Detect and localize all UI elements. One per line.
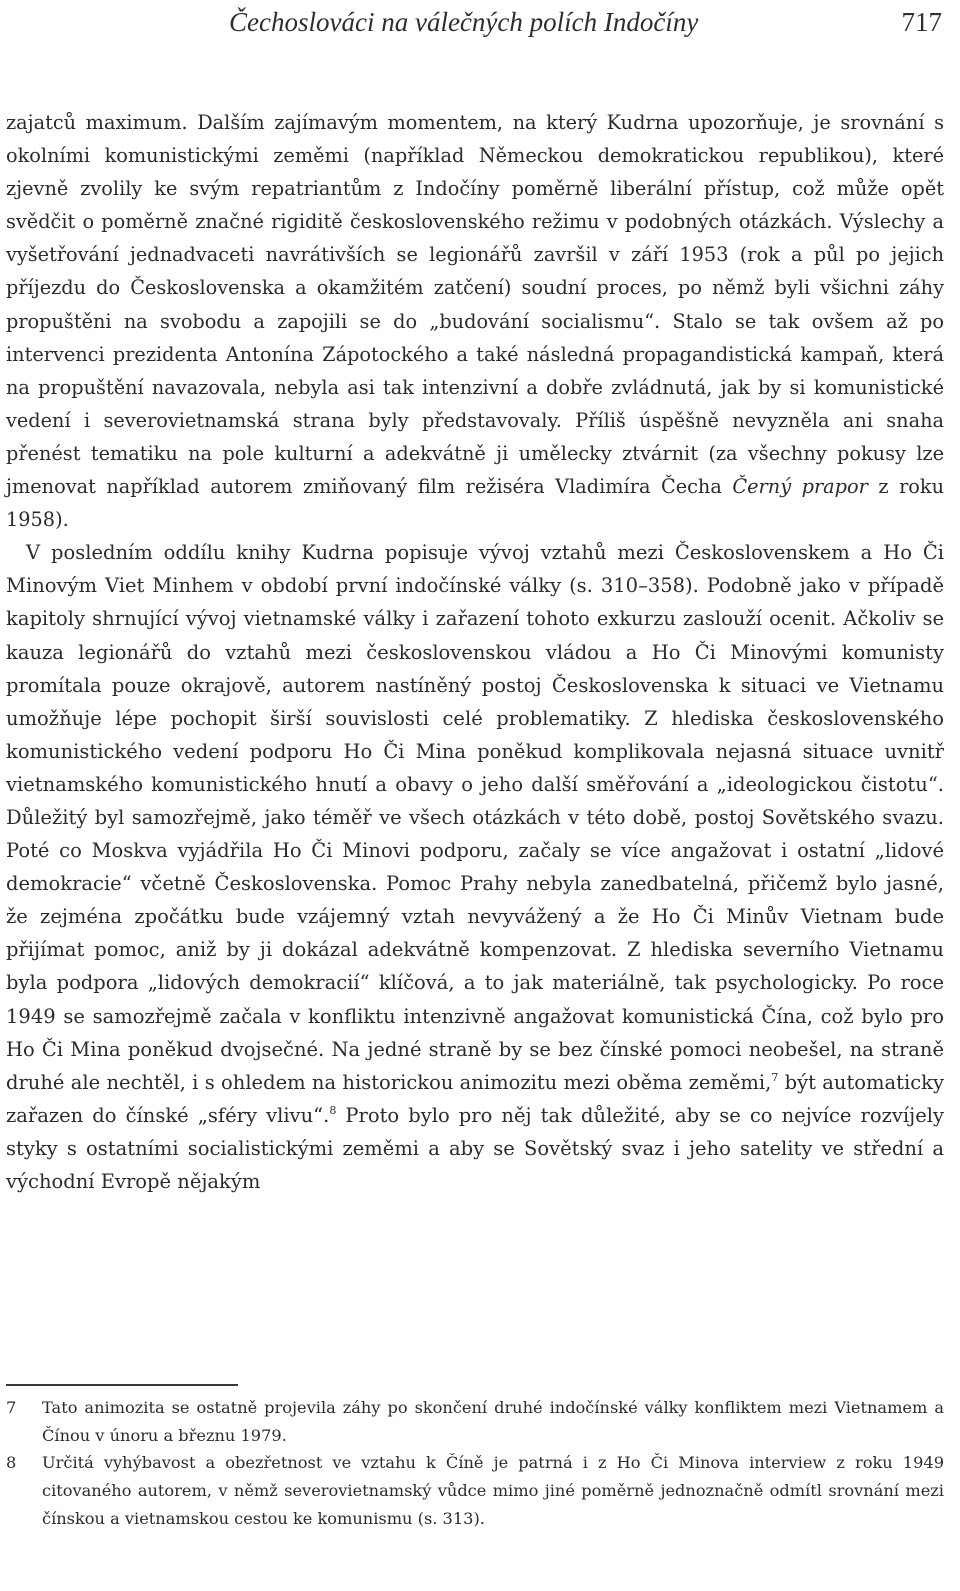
footnote-text: Určitá vyhýbavost a obezřetnost ve vztahu k Číně je patrná i z Ho Či Minova interview z roku 1949 citovaného autorem, v němž severovietnamský vůdce mimo jiné poměrně jednoznačně odmítl srovnání mezi čínskou a vietnamskou cestou ke komunismu (s. 313). <box>42 1453 944 1528</box>
paragraph-2-text-b: být automaticky zařazen do čínské „sféry vlivu“. <box>6 1070 944 1127</box>
footnote-ref-8[interactable]: 8 <box>329 1103 337 1117</box>
running-title: Čechoslováci na válečných polích Indočíny <box>229 7 699 37</box>
footnote-7 <box>6 1394 944 1449</box>
paragraph-1-text: zajatců maximum. Dalším zajímavým momentem, na který Kudrna upozorňuje, je srovnání s okolními komunistickými zeměmi (například Německou demokratickou republikou), které zjevně zvolily ke svým repatriantům z Indočíny poměrně liberální přístup, což může opět svědčit o poměrně značné rigiditě československého režimu v podobných otázkách. Výslechy a vyšetřování jednadvaceti navrátivších se legionářů završil v září 1953 (rok a půl po jejich příjezdu do Československa a okamžitém zatčení) soudní proces, po němž byli všichni záhy propuštěni na svobodu a zapojili se do „budování socialismu“. Stalo se tak ovšem až po intervenci prezidenta Antonína Zápotockého a také následná propagandistická kampaň, která na propuštění navazovala, nebyla asi tak intenzivní a dobře zvládnutá, jak by si komunistické vedení i severovietnamská strana byly představovaly. Příliš úspěšně nevyzněla ani snaha přenést tematiku na pole kulturní a adekvátně ji umělecky ztvárnit (za všechny pokusy lze jmenovat například autorem zmiňovaný film režiséra Vladimíra Čecha <box>6 111 944 499</box>
footnote-ref-7[interactable]: 7 <box>771 1070 779 1084</box>
footnote-8 <box>6 1449 944 1532</box>
paragraph-2-text-c: Proto bylo pro něj tak důležité, aby se co nejvíce rozvíjely styky s ostatními socialistickými zeměmi a aby se Sovětský svaz i jeho satelity ve střední a východní Evropě nějakým <box>6 1103 944 1193</box>
page-number: 717 <box>901 7 942 37</box>
film-title: Černý prapor <box>732 475 868 499</box>
main-text <box>6 106 944 1198</box>
footnote-divider <box>6 1384 238 1386</box>
paragraph-1-end: z roku 1958). <box>6 475 945 532</box>
footnotes <box>6 1394 944 1533</box>
paragraph-1 <box>6 106 944 536</box>
footnote-text: Tato animozita se ostatně projevila záhy po skončení druhé indočínské války konfliktem mezi Vietnamem a Čínou v únoru a březnu 1979. <box>42 1398 944 1445</box>
footnote-number: 8 <box>6 1453 17 1473</box>
paragraph-2 <box>6 536 944 1198</box>
paragraph-2-text-a: V posledním oddílu knihy Kudrna popisuje vývoj vztahů mezi Československem a Ho Či Minovým Viet Minhem v období první indočínské války (s. 310–358). Podobně jako v případě kapitoly shrnující vývoj vietnamské války i zařazení tohoto exkurzu zaslouží ocenit. Ačkoliv se kauza legionářů do vztahů mezi československou vládou a Ho Či Minovými komunisty promítala pouze okrajově, autorem nastíněný postoj Československa k situaci ve Vietnamu umožňuje lépe pochopit širší souvislosti celé problematiky. Z hlediska československého komunistického vedení podporu Ho Či Mina poněkud komplikovala nejasná situace uvnitř vietnamského komunistického hnutí a obavy o jeho další směřování a „ideologickou čistotu“. Důležitý byl samozřejmě, jako téměř ve všech otázkách v této době, postoj Sovětského svazu. Poté co Moskva vyjádřila Ho Či Minovi podporu, začaly se více angažovat i ostatní „lidové demokracie“ včetně Československa. Pomoc Prahy nebyla zanedbatelná, přičemž bylo jasné, že zejména zpočátku bude vzájemný vztah nevyvážený a že Ho Či Minův Vietnam bude přijímat pomoc, aniž by ji dokázal adekvátně kompenzovat. Z hlediska severního Vietnamu byla podpora „lidových demokracií“ klíčová, a to jak materiálně, tak psychologicky. Po roce 1949 se samozřejmě začala v konfliktu intenzivně angažovat komunistická Čína, což bylo pro Ho Či Mina poněkud dvojsečné. Na jedné straně by se bez čínské pomoci neobešel, na straně druhé ale nechtěl, i s ohledem na historickou animozitu mezi oběma zeměmi, <box>6 541 944 1094</box>
footnote-number: 7 <box>6 1398 17 1417</box>
running-head <box>0 4 960 40</box>
